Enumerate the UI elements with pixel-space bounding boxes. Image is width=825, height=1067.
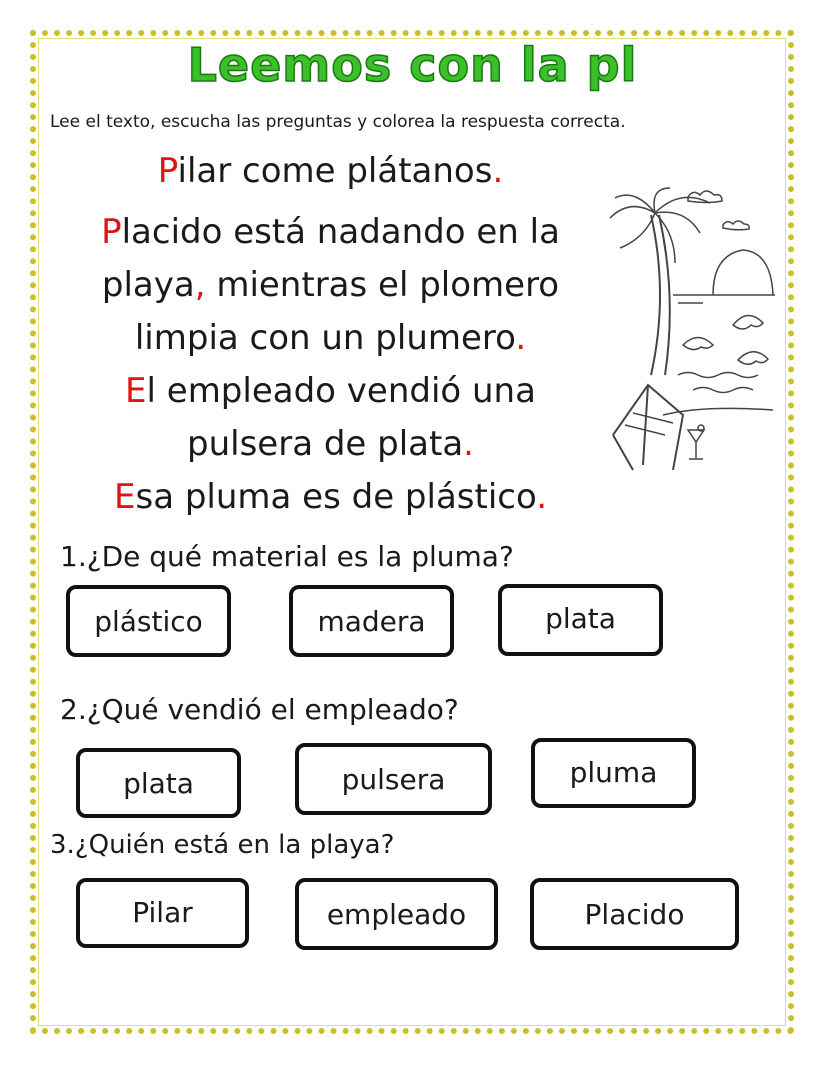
answer-option-plastico[interactable] [66, 585, 231, 657]
passage-line-1 [48, 145, 613, 198]
answer-option-madera[interactable] [289, 585, 454, 657]
passage-line-7 [48, 471, 613, 524]
line-text: limpia con un plumero [134, 318, 516, 358]
initial-letter: E [114, 477, 136, 517]
reading-passage [48, 145, 613, 524]
answer-option-pulsera[interactable] [295, 743, 492, 815]
answer-option-plata[interactable] [76, 748, 241, 818]
initial-letter: P [101, 212, 122, 252]
option-label: plata [545, 602, 616, 635]
line-text: mientras el plomero [205, 265, 560, 305]
question-1: 1.¿De qué material es la pluma? [60, 540, 514, 573]
option-label: madera [317, 604, 426, 638]
option-label: empleado [326, 897, 467, 931]
line-text: pulsera de plata [187, 424, 464, 464]
answer-option-pluma[interactable] [531, 738, 696, 808]
option-label: Pilar [132, 896, 193, 929]
passage-line-5 [48, 365, 613, 418]
period: . [515, 318, 527, 358]
line-text: playa [101, 265, 195, 305]
question-3: 3.¿Quién está en la playa? [50, 830, 395, 860]
period: . [536, 477, 547, 517]
initial-letter: E [125, 371, 147, 411]
answer-option-placido[interactable] [530, 878, 739, 950]
passage-line-2 [48, 206, 613, 259]
option-label: plástico [94, 604, 203, 638]
option-label: Placido [584, 897, 685, 931]
period: . [463, 424, 474, 464]
beach-palm-dolphins-icon [603, 185, 778, 475]
comma: , [194, 265, 206, 305]
option-label: plata [123, 766, 194, 800]
instruction-text: Lee el texto, escucha las preguntas y colorea la respuesta correcta. [50, 112, 626, 132]
answer-option-empleado[interactable] [295, 878, 498, 950]
line-text: l empleado vendió una [146, 371, 536, 411]
page-title: Leemos con la pl [187, 38, 638, 92]
question-2: 2.¿Qué vendió el empleado? [60, 693, 459, 726]
line-text: lacido está nadando en la [121, 212, 560, 252]
passage-line-3 [48, 259, 613, 312]
line-text: sa pluma es de plástico [135, 477, 537, 517]
passage-line-6 [48, 418, 613, 471]
initial-letter: P [157, 151, 178, 191]
line-text: ilar come plátanos [177, 151, 493, 191]
answer-option-pilar[interactable] [76, 878, 249, 948]
option-label: pulsera [341, 763, 446, 796]
option-label: pluma [569, 756, 658, 789]
answer-option-plata[interactable] [498, 584, 663, 656]
period: . [492, 151, 504, 191]
passage-line-4 [48, 312, 613, 365]
